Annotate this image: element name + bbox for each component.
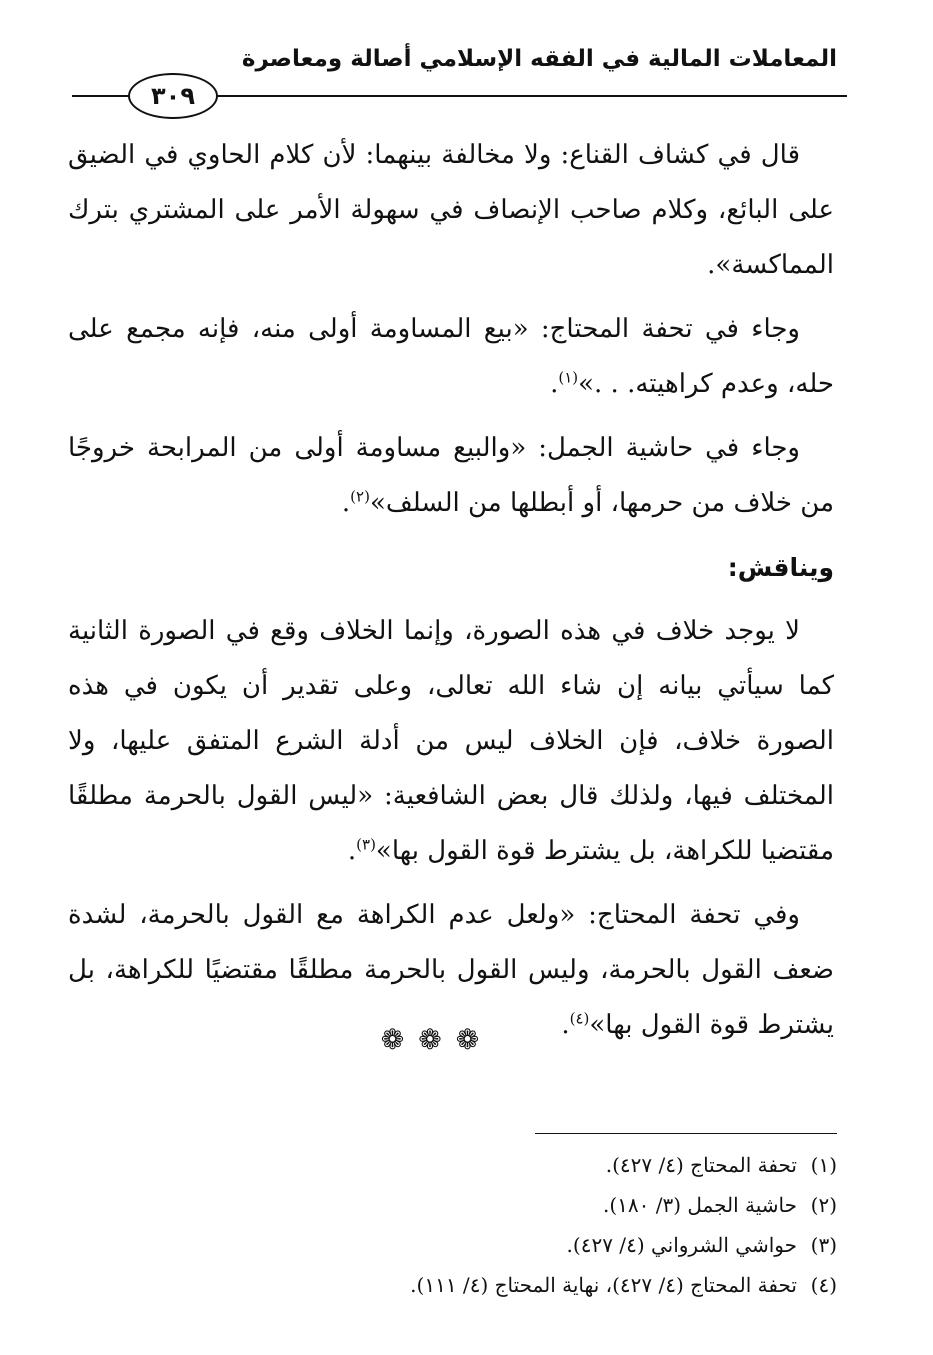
flower-ornament-icon: ❁ bbox=[418, 1023, 442, 1056]
paragraph-5: وفي تحفة المحتاج: «ولعل عدم الكراهة مع القول بالحرمة، لشدة ضعف القول بالحرمة، وليس القول بالحرمة مطلقًا مقتضيًا للكراهة، بل يشترط قوة القول بها»$^{(٤)}$. bbox=[68, 900, 834, 1040]
section-divider-ornaments bbox=[360, 1020, 500, 1060]
flower-ornament-icon: ❁ bbox=[455, 1023, 480, 1056]
footnote-3: (٣)حواشي الشرواني (٤/ ٤٢٧). bbox=[566, 1233, 837, 1257]
body-text bbox=[68, 128, 834, 1062]
paragraph-4: لا يوجد خلاف في هذه الصورة، وإنما الخلاف وقع في الصورة الثانية كما سيأتي بيانه إن شاء الله تعالى، وعلى تقدير أن يكون في هذه الصورة خلاف، فإن الخلاف ليس من أدلة الشرع المتفق عليها، ولا المختلف فيها، ولذلك قال بعض الشافعية: «ليس القول بالحرمة مطلقًا مقتضيا للكراهة، بل يشترط قوة القول بها»$^{(٣)}$. bbox=[68, 616, 834, 866]
footnote-2: (٢)حاشية الجمل (٣/ ١٨٠). bbox=[602, 1193, 837, 1217]
running-title: المعاملات المالية في الفقه الإسلامي أصالة ومعاصرة bbox=[241, 46, 837, 72]
footnote-ref-2: (٢) bbox=[350, 487, 370, 506]
footnotes bbox=[277, 1145, 837, 1305]
paragraph-1: قال في كشاف القناع: ولا مخالفة بينهما: لأن كلام الحاوي في الضيق على البائع، وكلام صاحب الإنصاف في سهولة الأمر على المشتري بترك المماكسة». bbox=[68, 140, 834, 280]
page-number: ٣٠٩ bbox=[151, 82, 195, 110]
footnote-ref-4: (٤) bbox=[569, 1009, 590, 1028]
section-heading: ويناقش: bbox=[727, 553, 834, 582]
footnote-ref-3: (٣) bbox=[356, 835, 376, 854]
footnote-rule bbox=[535, 1133, 837, 1134]
page-number-oval bbox=[128, 73, 218, 119]
paragraph-2: وجاء في تحفة المحتاج: «بيع المساومة أولى منه، فإنه مجمع على حله، وعدم كراهيته. . .»$^{(١)}$. bbox=[68, 314, 834, 399]
flower-ornament-icon: ❁ bbox=[380, 1023, 405, 1056]
paragraph-3: وجاء في حاشية الجمل: «والبيع مساومة أولى من المرابحة خروجًا من خلاف من حرمها، أو أبطلها من السلف»$^{(٢)}$. bbox=[68, 433, 834, 518]
footnote-1: (١)تحفة المحتاج (٤/ ٤٢٧). bbox=[605, 1153, 837, 1177]
footnote-ref-1: (١) bbox=[558, 368, 579, 387]
footnote-4: (٤)تحفة المحتاج (٤/ ٤٢٧)، نهاية المحتاج (٤/ ١١١). bbox=[410, 1273, 837, 1297]
